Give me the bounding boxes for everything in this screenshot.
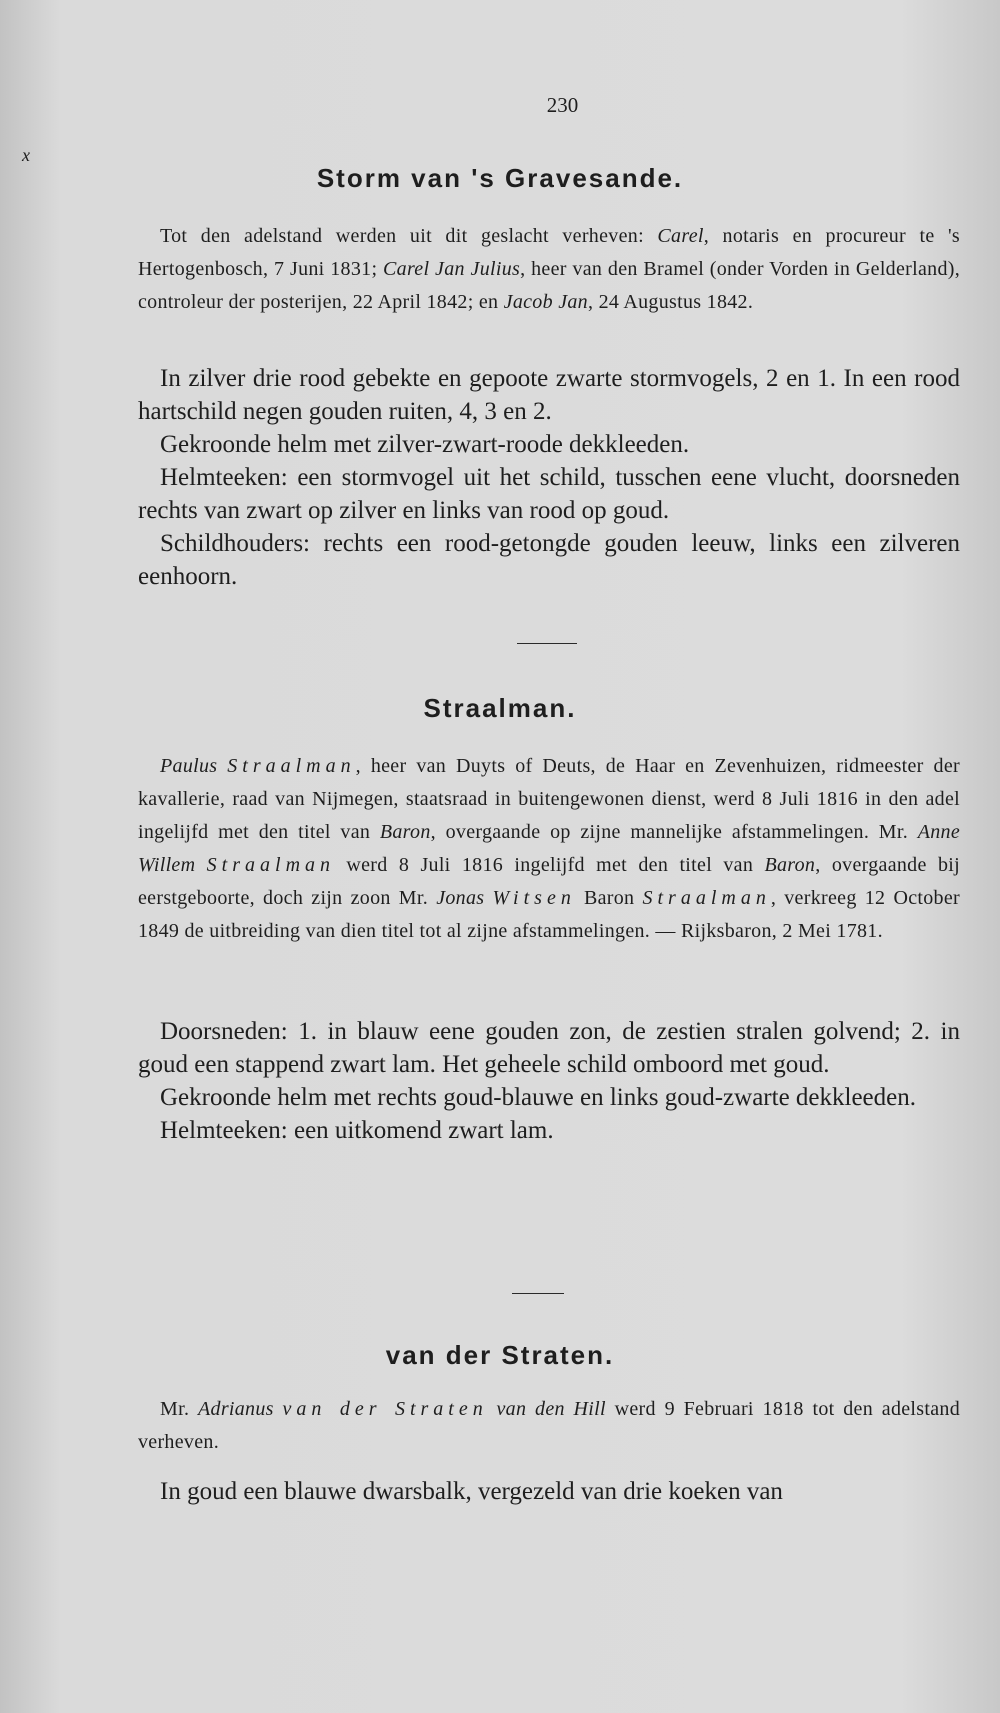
- intro-text: , overgaande bij eerstgeboorte, doch zijn zoon Mr.: [138, 854, 960, 909]
- italic-name-text: Baron: [764, 854, 816, 876]
- italic-name-text: Jacob Jan: [503, 291, 588, 313]
- section-heading: Storm van 's Gravesande.: [316, 163, 684, 193]
- italic-name-text: Witsen: [492, 887, 576, 909]
- section-heading: Straalman.: [423, 693, 577, 723]
- section-blazon: [138, 1475, 960, 1508]
- blazon-paragraph: Gekroonde helm met zilver-zwart-roode dekkleeden.: [160, 431, 690, 458]
- section-intro: [138, 220, 960, 319]
- intro-text: werd 8 Juli 1816 ingelijfd met den titel van: [335, 854, 765, 876]
- blazon-paragraph: Schildhouders: rechts een rood-getongde gouden leeuw, links een zilveren eenhoorn.: [138, 530, 960, 590]
- section-intro: [138, 1393, 960, 1459]
- page-number: 230: [546, 93, 579, 117]
- intro-text: , overgaande op zijne mannelijke afstammelingen. Mr.: [430, 821, 918, 843]
- italic-name-text: Baron: [379, 821, 431, 843]
- intro-text: , notaris en procureur te 's Hertogenbosch, 7 Juni 1831;: [138, 225, 961, 280]
- section-divider: [517, 643, 577, 644]
- section-heading: van der Straten.: [385, 1340, 615, 1370]
- italic-name-text: Straalman: [206, 854, 336, 876]
- italic-name-text: van der Straten: [282, 1398, 488, 1420]
- intro-text: werd 9 Februari 1818 tot den adelstand verheven.: [138, 1398, 961, 1453]
- margin-mark: x: [22, 145, 30, 165]
- italic-name-text: van den Hill: [487, 1398, 606, 1420]
- intro-text: , heer van Duyts of Deuts, de Haar en Zevenhuizen, ridmeester der kavallerie, raad van Nijmegen, staatsraad in buitengewonen dienst, werd 8 Juli 1816 in den adel ingelijfd met den titel van: [138, 755, 960, 843]
- italic-name-text: Straalman: [227, 755, 356, 777]
- italic-name-text: Straalman: [642, 887, 771, 909]
- intro-text: , heer van den Bramel (onder Vorden in Gelderland), controleur der posterijen, 22 April 1842; en: [138, 258, 961, 313]
- italic-name-text: Paulus: [160, 755, 228, 777]
- blazon-paragraph: In zilver drie rood gebekte en gepoote zwarte stormvogels, 2 en 1. In een rood hartschild negen gouden ruiten, 4, 3 en 2.: [138, 365, 960, 425]
- section-blazon: [138, 1015, 960, 1147]
- blazon-paragraph: Helmteeken: een uitkomend zwart lam.: [160, 1117, 554, 1144]
- section-divider: [512, 1293, 564, 1294]
- blazon-paragraph: Gekroonde helm met rechts goud-blauwe en links goud-zwarte dekkleeden.: [160, 1084, 916, 1111]
- intro-text: , 24 Augustus 1842.: [587, 291, 754, 313]
- intro-text: Baron: [575, 887, 643, 909]
- section-intro: [138, 750, 960, 948]
- blazon-paragraph: In goud een blauwe dwarsbalk, vergezeld van drie koeken van: [160, 1478, 783, 1505]
- italic-name-text: Carel: [657, 225, 704, 247]
- blazon-paragraph: Doorsneden: 1. in blauw eene gouden zon, de zestien stralen golvend; 2. in goud een stappend zwart lam. Het geheele schild omboord met goud.: [138, 1018, 960, 1078]
- intro-text: , verkreeg 12 October 1849 de uitbreiding van dien titel tot al zijne afstammelingen. — Rijksbaron, 2 Mei 1781.: [138, 887, 960, 942]
- italic-name-text: Jonas: [436, 887, 493, 909]
- section-blazon: [138, 362, 960, 593]
- intro-text: Tot den adelstand werden uit dit geslacht verheven:: [160, 225, 658, 247]
- italic-name-text: Carel Jan Julius: [383, 258, 521, 280]
- blazon-paragraph: Helmteeken: een stormvogel uit het schild, tusschen eene vlucht, doorsneden rechts van zwart op zilver en links van rood op goud.: [138, 464, 960, 524]
- intro-text: Mr.: [160, 1398, 198, 1420]
- italic-name-text: Anne Willem: [138, 821, 960, 876]
- italic-name-text: Adrianus: [198, 1398, 283, 1420]
